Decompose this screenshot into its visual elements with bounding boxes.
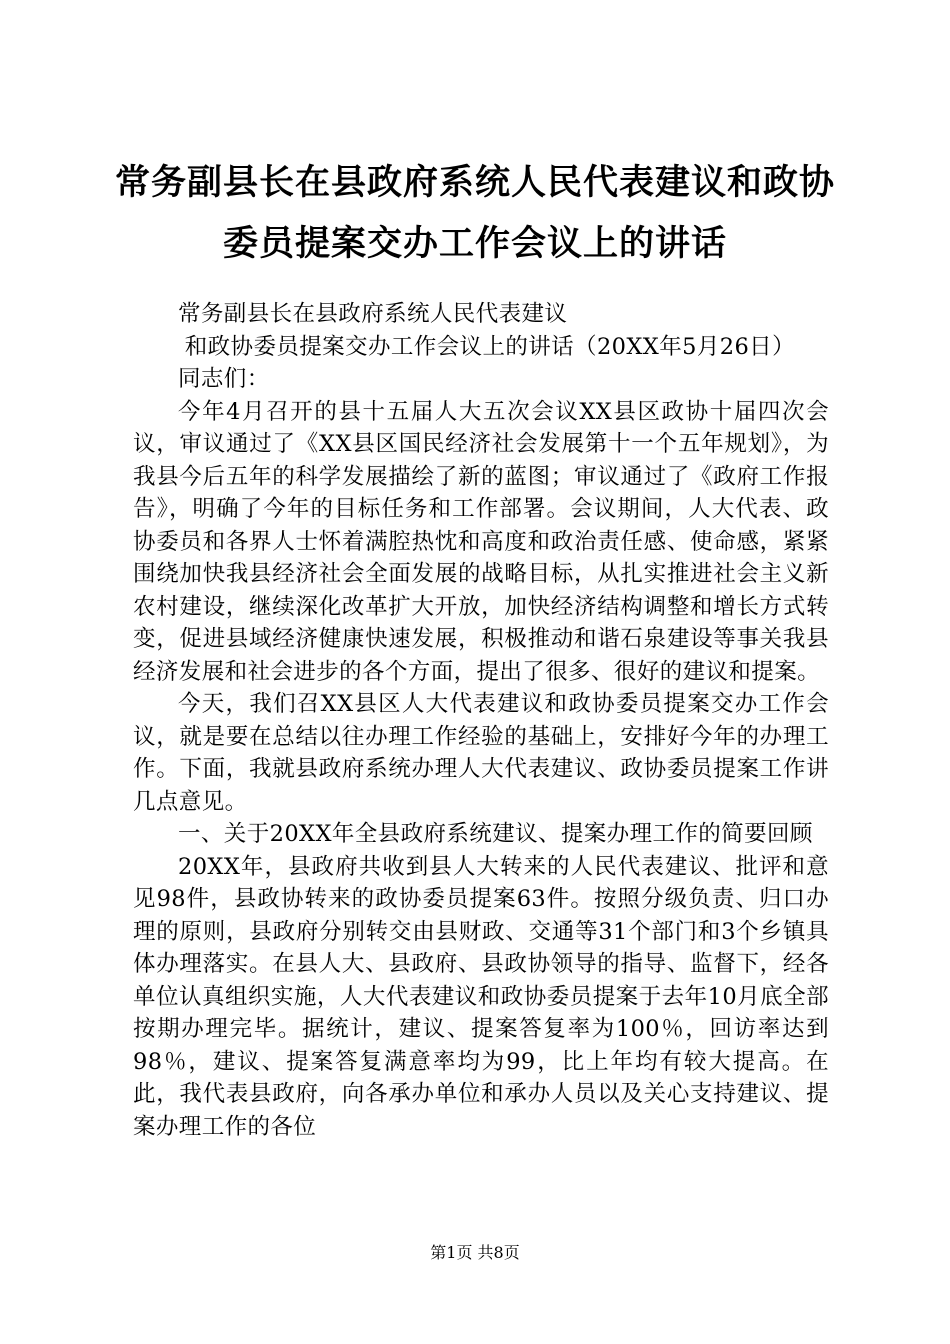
section-heading: 一、关于20XX年全县政府系统建议、提案办理工作的简要回顾: [178, 821, 813, 847]
document-title-line-2: 委员提案交办工作会议上的讲话: [222, 224, 727, 264]
paragraph: 今天，我们召XX县区人大代表建议和政协委员提案交办工作会议，就是要在总结以往办理工作经验的基础上，安排好今年的办理工作。下面，我就县政府系统办理人大代表建议、政协委员提案工作讲几点意见。: [133, 691, 829, 815]
salutation: 同志们：: [178, 366, 270, 392]
document-body: [133, 298, 829, 1143]
document-title-line-1: 常务副县长在县政府系统人民代表建议和政协: [114, 163, 835, 203]
subtitle-line-2: 和政协委员提案交办工作会议上的讲话（20XX年5月26日）: [184, 333, 795, 360]
page-footer: 第1页 共8页: [430, 1243, 520, 1262]
paragraph: 今年4月召开的县十五届人大五次会议XX县区政协十届四次会议，审议通过了《XX县区国民经济社会发展第十一个五年规划》，为我县今后五年的科学发展描绘了新的蓝图；审议通过了《政府工作报告》，明确了今年的目标任务和工作部署。会议期间，人大代表、政协委员和各界人士怀着满腔热忱和高度和政治责任感、使命感，紧紧围绕加快我县经济社会全面发展的战略目标，从扎实推进社会主义新农村建设，继续深化改革扩大开放，加快经济结构调整和增长方式转变，促进县域经济健康快速发展，积极推动和谐石泉建设等事关我县经济发展和社会进步的各个方面，提出了很多、很好的建议和提案。: [133, 398, 829, 685]
paragraph: 20XX年，县政府共收到县人大转来的人民代表建议、批评和意见98件，县政协转来的政协委员提案63件。按照分级负责、归口办理的原则，县政府分别转交由县财政、交通等31个部门和3个乡镇具体办理落实。在县人大、县政府、县政协领导的指导、监督下，经各单位认真组织实施，人大代表建议和政协委员提案于去年10月底全部按期办理完毕。据统计，建议、提案答复率为100％，回访率达到98％，建议、提案答复满意率均为99，比上年均有较大提高。在此，我代表县政府，向各承办单位和承办人员以及关心支持建议、提案办理工作的各位: [133, 853, 829, 1140]
subtitle-line-1: 常务副县长在县政府系统人民代表建议: [178, 301, 568, 327]
